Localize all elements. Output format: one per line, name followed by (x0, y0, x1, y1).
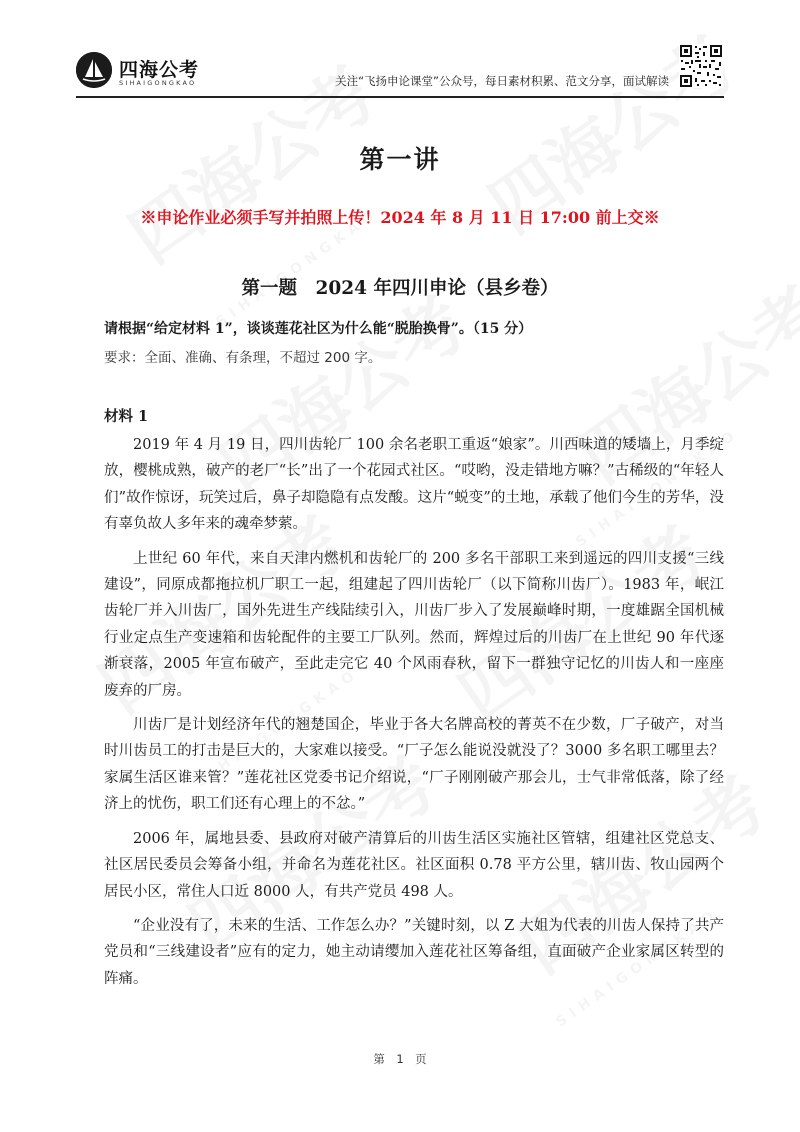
material-paragraph: 上世纪 60 年代，来自天津内燃机和齿轮厂的 200 多名干部职工来到遥远的四川支援“三线建设”，同原成都拖拉机厂职工一起，组建起了四川齿轮厂（以下简称川齿厂）。1983 年，岷江齿轮厂并入川齿厂，国外先进生产线陆续引入，川齿厂步入了发展巅峰时期，一度雄踞全国机械行业定点生产变速箱和齿轮配件的主要工厂队列。然而，辉煌过后的川齿厂在上世纪 90 年代逐渐衰落，2005 年宣布破产，至此走完它 40 个风雨春秋，留下一群独守记忆的川齿人和一座座废弃的厂房。 (104, 550, 724, 699)
page-title: 第一讲 (359, 145, 441, 174)
material-paragraph: 2006 年，属地县委、县政府对破产清算后的川齿生活区实施社区管辖，组建社区党总支、社区居民委员会筹备小组，并命名为莲花社区。社区面积 0.78 平方公里，辖川齿、牧山园两个居民小区，常住人口近 8000 人，有共产党员 498 人。 (104, 830, 724, 900)
material-paragraph: “企业没有了，未来的生活、工作怎么办？”关键时刻，以 Z 大姐为代表的川齿人保持了共产党员和“三线建设者”应有的定力，她主动请缨加入莲花社区筹备组，直面破产企业家属区转型的阵痛。 (104, 917, 724, 987)
logo (76, 52, 206, 88)
material-paragraph: 川齿厂是计划经济年代的翘楚国企，毕业于各大名牌高校的菁英不在少数，厂子破产，对当时川齿员工的打击是巨大的，大家难以接受。“厂子怎么能说没就没了？3000 多名职工哪里去？家属生活区谁来管？”莲花社区党委书记介绍说，“厂子刚刚破产那会儿，士气非常低落，除了经济上的忧伤，职工们还有心理上的不忿。” (104, 717, 724, 813)
header-slogan: 关注“飞扬申论课堂”公众号，每日素材积累、范文分享，面试解读 (335, 74, 669, 88)
question-heading: 第一题 2024 年四川申论（县乡卷） (241, 278, 559, 299)
logo-text: 四海公考 (119, 59, 200, 81)
submission-notice: ※申论作业必须手写并拍照上传！2024 年 8 月 11 日 17:00 前上交※ (140, 208, 660, 227)
qr-code-icon (679, 44, 723, 88)
header-divider (76, 96, 724, 98)
question-requirement: 要求：全面、准确、有条理，不超过 200 字。 (104, 350, 382, 366)
material-body (104, 432, 724, 1000)
question-prompt: 请根据“给定材料 1”，谈谈莲花社区为什么能“脱胎换骨”。（15 分） (104, 321, 533, 337)
logo-subtext: SIHAIGONGKAO (119, 79, 197, 87)
material-title: 材料 1 (104, 408, 149, 425)
sail-logo-icon (76, 52, 112, 88)
material-paragraph: 2019 年 4 月 19 日，四川齿轮厂 100 余名老职工重返“娘家”。川西味道的矮墙上，月季绽放，樱桃成熟，破产的老厂“长”出了一个花园式社区。“哎哟，没走错地方嘛？”古稀级的“年轻人们”故作惊讶，玩笑过后，鼻子却隐隐有点发酸。这片“蜕变”的土地，承载了他们今生的芳华，没有辜负故人多年来的魂牵梦萦。 (104, 437, 724, 533)
page-header (0, 0, 800, 100)
page-number: 第 1 页 (373, 1052, 427, 1066)
